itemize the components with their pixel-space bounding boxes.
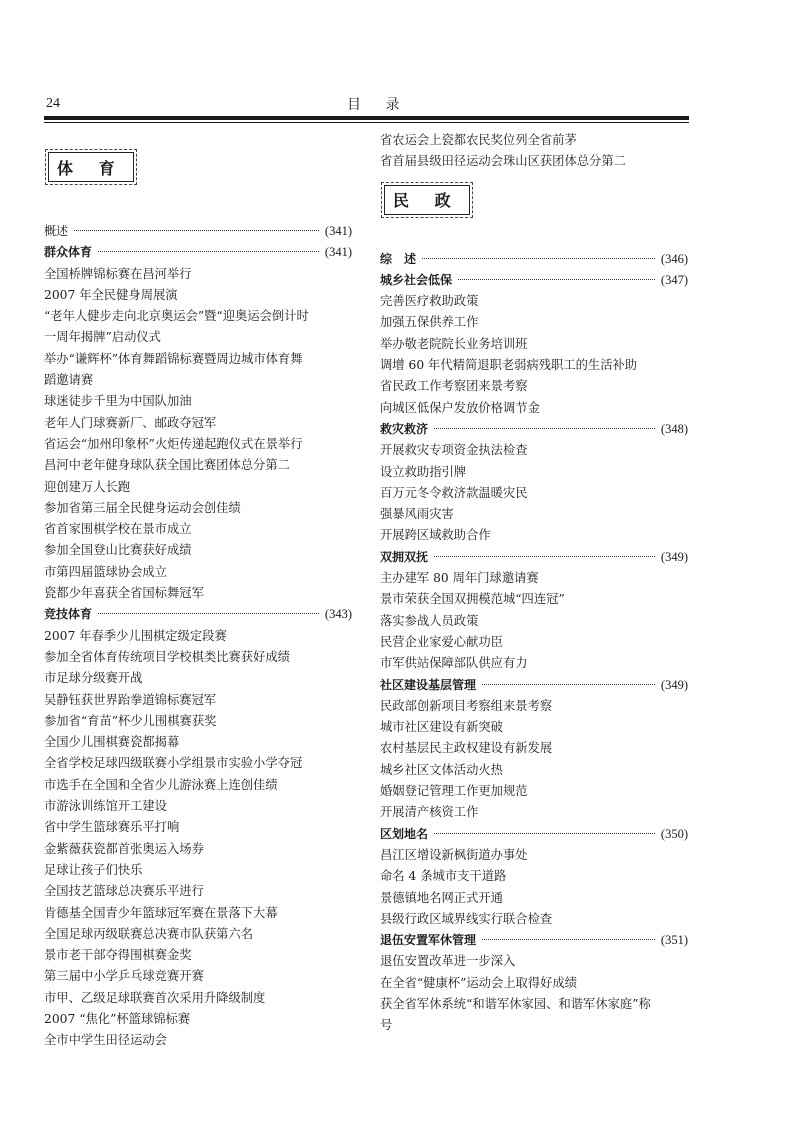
toc-item: 省农运会上瓷都农民奖位列全省前茅 <box>380 133 577 147</box>
toc-item: 省首届县级田径运动会珠山区获团体总分第二 <box>380 154 626 169</box>
toc-page-number: (343) <box>324 607 352 622</box>
toc-item: 肯德基全国青少年篮球冠军赛在景落下大幕 <box>44 905 278 920</box>
toc-item: 全省学校足球四级联赛小学组景市实验小学夺冠 <box>44 756 303 771</box>
dot-leader <box>98 251 319 252</box>
toc-entry-label: 群众体育 <box>44 245 93 260</box>
toc-item: 强暴风雨灾害 <box>380 507 454 522</box>
toc-item: 景市荣获全国双拥模范城“四连冠” <box>380 592 565 607</box>
right-toc-list <box>380 249 688 1037</box>
toc-entry-label: 概述 <box>44 224 69 238</box>
dot-leader <box>434 833 655 834</box>
toc-item: 民营企业家爱心献功臣 <box>380 634 503 649</box>
toc-item: 向城区低保户发放价格调节金 <box>380 400 540 415</box>
toc-page-number: (351) <box>660 933 688 948</box>
toc-item: 开展跨区域救助合作 <box>380 528 491 543</box>
toc-item: 省首家围棋学校在景市成立 <box>44 522 192 537</box>
toc-entry <box>44 242 352 263</box>
toc-entry <box>380 270 688 291</box>
toc-item: 迎创建万人长跑 <box>44 479 131 494</box>
toc-page-number: (350) <box>660 826 688 841</box>
toc-entry-label: 退伍安置军休管理 <box>380 933 477 948</box>
left-column <box>44 140 352 1052</box>
dot-leader <box>74 230 319 231</box>
toc-item: 举办敬老院院长业务培训班 <box>380 336 528 351</box>
page-number: 24 <box>46 96 60 111</box>
toc-item: 参加省“育苗”杯少儿围棋赛获奖 <box>44 713 217 728</box>
toc-item: 2007 “焦化”杯篮球锦标赛 <box>44 1011 191 1026</box>
toc-item: 蹈邀请赛 <box>44 373 94 388</box>
toc-item: 县级行政区域界线实行联合检查 <box>380 911 553 926</box>
toc-item: 调增 60 年代精简退职老弱病残职工的生活补助 <box>380 358 638 373</box>
toc-item: 举办“谦辉杯”体育舞蹈锦标赛暨周边城市体育舞 <box>44 351 303 366</box>
toc-item: 民政部创新项目考察组来景考察 <box>380 698 553 713</box>
toc-item: 市军供站保障部队供应有力 <box>380 656 528 671</box>
toc-item: 婚姻登记管理工作更加规范 <box>380 784 528 799</box>
toc-entry-label: 城乡社会低保 <box>380 272 453 287</box>
toc-item: 城市社区建设有新突破 <box>380 720 503 735</box>
toc-item: 2007 年春季少儿围棋定级定段赛 <box>44 628 227 643</box>
toc-item: 瓷都少年喜获全省国标舞冠军 <box>44 586 204 601</box>
toc-item: 完善医疗救助政策 <box>380 294 479 309</box>
toc-item: 足球让孩子们快乐 <box>44 862 143 877</box>
toc-item: 全国少儿围棋赛瓷都揭幕 <box>44 735 180 750</box>
header-rule-thick <box>44 116 689 120</box>
right-column <box>380 130 688 1037</box>
toc-entry <box>44 221 352 242</box>
toc-item: 开展救灾专项资金执法检查 <box>380 443 528 458</box>
toc-item: 市选手在全国和全省少儿游泳赛上连创佳绩 <box>44 777 278 792</box>
toc-item: 市第四届篮球协会成立 <box>44 564 167 579</box>
toc-item: 市甲、乙级足球联赛首次采用升降级制度 <box>44 990 266 1005</box>
toc-item: 老年人门球赛新厂、邮政夺冠军 <box>44 415 217 430</box>
toc-item: 获全省军休系统“和谐军休家园、和谐军休家庭”称 <box>380 996 651 1011</box>
left-toc-list <box>44 221 352 1052</box>
toc-entry-label: 区划地名 <box>380 826 429 841</box>
toc-page-number: (341) <box>324 224 352 238</box>
right-continued-list <box>380 130 688 173</box>
section-heading-sports: 体 育 <box>48 152 134 182</box>
toc-item: 设立救助指引牌 <box>380 464 467 479</box>
toc-item: 全国桥牌锦标赛在昌河举行 <box>44 266 192 281</box>
dot-leader <box>482 939 655 940</box>
toc-item: 景市老干部夺得围棋赛金奖 <box>44 948 192 963</box>
toc-item: 号 <box>380 1018 393 1033</box>
toc-entry-label: 社区建设基层管理 <box>380 677 477 692</box>
toc-item: 参加全国登山比赛获好成绩 <box>44 543 192 558</box>
toc-page-number: (348) <box>660 421 688 436</box>
dot-leader <box>482 684 655 685</box>
toc-page-number: (346) <box>660 251 688 266</box>
toc-page-number: (349) <box>660 549 688 564</box>
toc-entry <box>380 824 688 845</box>
header-rule-thin <box>44 122 689 123</box>
toc-item: 开展清产核资工作 <box>380 805 479 820</box>
toc-item: 加强五保供养工作 <box>380 315 479 330</box>
toc-entry-label: 双拥双抚 <box>380 549 429 564</box>
toc-item: 景德镇地名网正式开通 <box>380 890 503 905</box>
toc-item: 昌河中老年健身球队获全国比赛团体总分第二 <box>44 458 290 473</box>
toc-item: 昌江区增设新枫街道办事处 <box>380 847 528 862</box>
toc-item: 省中学生篮球赛乐平打响 <box>44 820 180 835</box>
toc-entry <box>380 930 688 951</box>
toc-item: 吴静钰获世界跆拳道锦标赛冠军 <box>44 692 217 707</box>
toc-item: 2007 年全民健身周展演 <box>44 287 178 302</box>
toc-item: 参加全省体育传统项目学校棋类比赛获好成绩 <box>44 649 290 664</box>
toc-entry-label: 竞技体育 <box>44 607 93 622</box>
toc-entry <box>44 604 352 625</box>
toc-entry <box>380 249 688 270</box>
dot-leader <box>458 279 655 280</box>
toc-item: 城乡社区文体活动火热 <box>380 762 503 777</box>
toc-entry-label: 救灾救济 <box>380 421 429 436</box>
toc-item: 主办建军 80 周年门球邀请赛 <box>380 571 539 586</box>
toc-item: 省民政工作考察团来景考察 <box>380 379 528 394</box>
toc-item: 全国技艺篮球总决赛乐平进行 <box>44 884 204 899</box>
toc-item: 金紫薇获瓷都首张奥运入场券 <box>44 841 204 856</box>
running-title: 目 录 <box>347 97 410 113</box>
toc-item: 球迷徒步千里为中国队加油 <box>44 394 192 409</box>
toc-entry-label: 综 述 <box>380 251 417 266</box>
toc-item: 农村基层民主政权建设有新发展 <box>380 741 553 756</box>
dot-leader <box>434 556 655 557</box>
dot-leader <box>422 258 655 259</box>
toc-page-number: (341) <box>324 245 352 260</box>
toc-entry <box>380 547 688 568</box>
toc-item: 第三届中小学乒乓球竞赛开赛 <box>44 969 204 984</box>
toc-entry <box>380 675 688 696</box>
toc-item: 命名 4 条城市支干道路 <box>380 869 507 884</box>
toc-item: 退伍安置改革进一步深入 <box>380 954 516 969</box>
toc-item: 省运会“加州印象杯”火炬传递起跑仪式在景举行 <box>44 436 303 451</box>
toc-item: 参加省第三届全民健身运动会创佳绩 <box>44 500 241 515</box>
toc-page-number: (349) <box>660 677 688 692</box>
toc-page-number: (347) <box>660 272 688 287</box>
toc-item: 一周年揭牌”启动仪式 <box>44 330 161 345</box>
toc-entry <box>380 419 688 440</box>
toc-item: 全国足球丙级联赛总决赛市队获第六名 <box>44 926 254 941</box>
toc-item: 百万元冬令救济款温暖灾民 <box>380 485 528 500</box>
dot-leader <box>98 613 319 614</box>
section-heading-civil-affairs: 民 政 <box>384 185 470 215</box>
toc-item: 全市中学生田径运动会 <box>44 1033 167 1048</box>
dot-leader <box>434 428 655 429</box>
toc-item: 市足球分级赛开战 <box>44 671 143 686</box>
toc-item: “老年人健步走向北京奥运会”暨“迎奥运会倒计时 <box>44 309 309 324</box>
section-heading-civil-affairs-wrap <box>380 173 688 249</box>
toc-item: 落实参战人员政策 <box>380 613 479 628</box>
section-heading-sports-wrap <box>44 140 352 221</box>
toc-item: 市游泳训练馆开工建设 <box>44 799 167 814</box>
toc-item: 在全省“健康杯”运动会上取得好成绩 <box>380 975 578 990</box>
